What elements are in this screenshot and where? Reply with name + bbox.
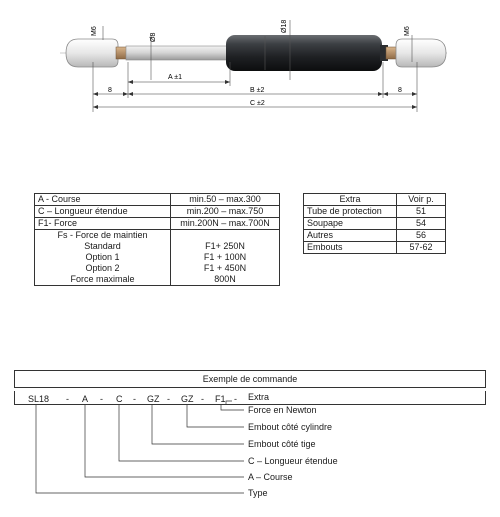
label-a: A ±1: [168, 74, 182, 81]
legend-force: Force en Newton: [248, 405, 317, 415]
extra-header-value: Voir p.: [397, 194, 446, 206]
dim-m6-left: M6: [91, 26, 98, 36]
extra-label: Soupape: [304, 218, 397, 230]
legend-cylinder-end: Embout côté cylindre: [248, 422, 333, 432]
spec-value: min.50 – max.300: [189, 194, 261, 204]
code-separator: -: [234, 394, 237, 404]
code-separator: -: [201, 394, 204, 404]
order-title: Exemple de commande: [14, 370, 486, 388]
code-length: C: [116, 394, 123, 404]
force-value: F1 + 100N: [203, 252, 247, 262]
label-b: B ±2: [250, 87, 265, 94]
legend-stroke: A – Course: [248, 472, 293, 482]
legend-type: Type: [248, 488, 268, 498]
force-heading: Fs - Force de maintien: [35, 230, 171, 241]
label-left-end-length: 8: [108, 87, 112, 94]
spec-value: min.200 – max.750: [186, 206, 264, 216]
code-force: F1: [215, 394, 226, 404]
extra-page: 57-62: [397, 242, 446, 254]
legend-extra: Extra: [248, 392, 270, 402]
label-c: C ±2: [250, 100, 265, 107]
label-right-end-length: 8: [398, 87, 402, 94]
force-label: Force maximale: [35, 274, 171, 285]
extra-header-label: Extra: [304, 194, 397, 206]
extra-page: 56: [397, 230, 446, 242]
code-separator: -: [167, 394, 170, 404]
dim-m6-right: M6: [404, 26, 411, 36]
force-label: Standard: [35, 241, 171, 252]
force-value: 800N: [214, 274, 236, 284]
legend-rod-end: Embout côté tige: [248, 439, 316, 449]
code-cylinder-end: GZ: [181, 394, 194, 404]
extra-label: Embouts: [304, 242, 397, 254]
dim-tube-diameter: Ø18: [281, 19, 288, 33]
extra-label: Autres: [304, 230, 397, 242]
code-type: SL18: [28, 394, 50, 404]
code-separator: -: [133, 394, 136, 404]
code-rod-end: GZ: [147, 394, 160, 404]
code-separator: -: [100, 394, 103, 404]
force-value: F1 + 450N: [203, 263, 247, 273]
force-label: Option 1: [35, 252, 171, 263]
code-stroke: A: [82, 394, 89, 404]
legend-length: C – Longueur étendue: [248, 456, 338, 466]
spec-label: A - Course: [35, 194, 171, 205]
spec-label: F1- Force: [35, 218, 171, 229]
code-separator: -: [66, 394, 69, 404]
extra-label: Tube de protection: [304, 206, 397, 218]
dim-rod-diameter: Ø8: [150, 32, 157, 42]
extra-page: 54: [397, 218, 446, 230]
extra-page: 51: [397, 206, 446, 218]
spec-label: C – Longueur étendue: [35, 206, 171, 217]
force-value: F1+ 250N: [205, 241, 245, 251]
force-label: Option 2: [35, 263, 171, 274]
spec-value: min.200N – max.700N: [180, 218, 270, 228]
